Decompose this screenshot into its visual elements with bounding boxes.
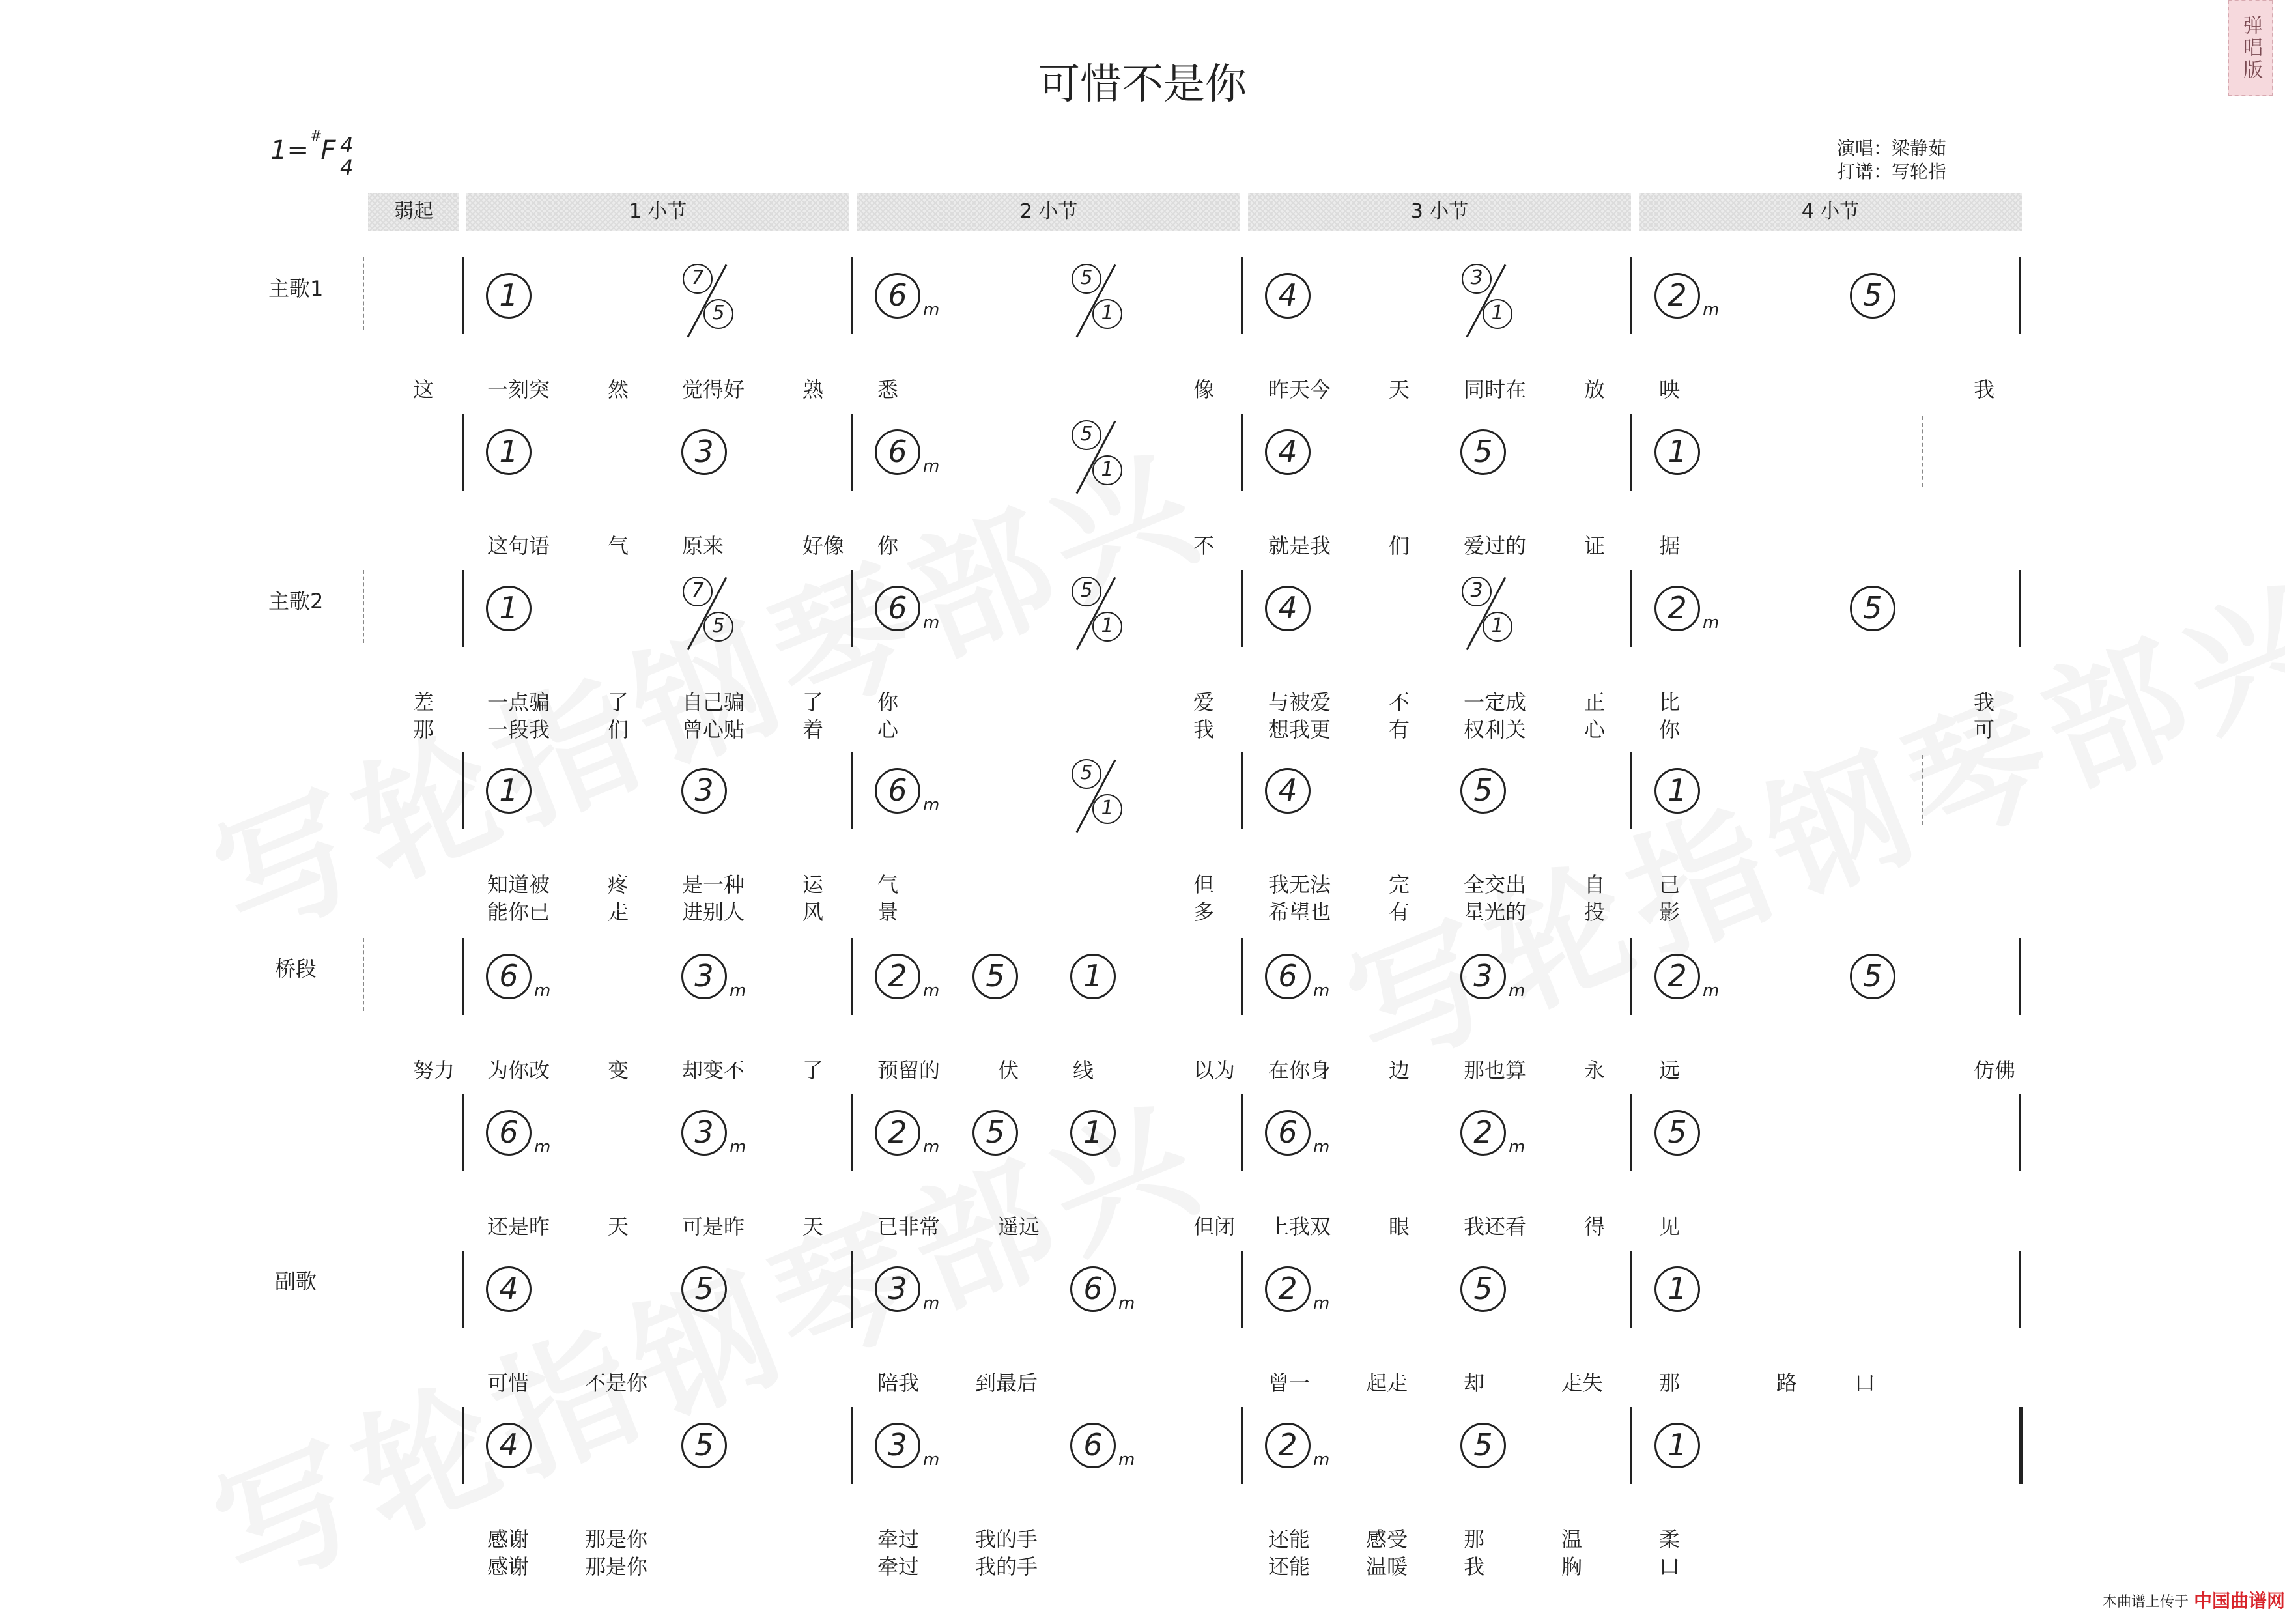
lyric-syllable: 那 (413, 717, 434, 742)
key-note: F (320, 135, 336, 165)
barline (1630, 938, 1632, 1015)
chord-bass: 1 (1483, 612, 1512, 642)
chord-bass: 1 (1092, 612, 1122, 642)
lyric-syllable: 爱 (1193, 690, 1215, 715)
slash-chord (675, 264, 740, 342)
lyric-syllable: 一点骗 (487, 690, 550, 715)
section-label-chorus: 副歌 (275, 1269, 317, 1294)
chord-degree: 2 (875, 1110, 920, 1156)
barline-dashed (1922, 416, 1923, 487)
barline (851, 938, 853, 1015)
lyric-syllable: 以为 (1193, 1058, 1236, 1083)
lyric-syllable: 变 (608, 1058, 629, 1083)
chord-quality: m (923, 1450, 940, 1470)
chord-degree: 1 (486, 429, 532, 475)
barline (851, 1094, 853, 1171)
lyric-syllable: 权利关 (1464, 717, 1527, 742)
lyric-syllable: 了 (608, 690, 629, 715)
chord-degree: 1 (1654, 768, 1700, 814)
chord-quality: m (1118, 1294, 1135, 1313)
chord-degree: 7 (683, 577, 713, 606)
lyric-syllable: 们 (1389, 534, 1410, 558)
chord-degree: 7 (683, 264, 713, 294)
lyric-syllable: 却变不 (682, 1058, 745, 1083)
chord-degree: 5 (1072, 264, 1101, 294)
song-title: 可惜不是你 (1038, 61, 1247, 109)
chord-quality: m (1703, 981, 1720, 1001)
lyric-syllable: 仿佛 (1974, 1058, 2016, 1083)
barline (2019, 1094, 2021, 1171)
measure-header-3: 3 小节 (1248, 193, 1631, 231)
lyric-syllable: 天 (1389, 377, 1410, 402)
chord-degree: 6 (1265, 1110, 1311, 1156)
chord-degree: 6 (1070, 1266, 1116, 1312)
measure-header-1: 1 小节 (466, 193, 849, 231)
lyric-syllable: 柔 (1659, 1527, 1681, 1552)
chord-degree: 6 (875, 429, 920, 475)
chord-degree: 1 (1654, 429, 1700, 475)
pickup-divider (363, 257, 364, 330)
barline (1630, 570, 1632, 647)
lyric-syllable: 好像 (802, 534, 845, 558)
chord-bass: 5 (703, 612, 733, 642)
chord-degree: 2 (1265, 1266, 1311, 1312)
chord-degree: 3 (681, 768, 727, 814)
lyric-syllable: 在你身 (1268, 1058, 1331, 1083)
lyric-syllable: 我的手 (975, 1527, 1038, 1552)
chord-degree: 2 (1654, 954, 1700, 999)
chord-degree: 4 (486, 1423, 532, 1468)
chord-quality: m (1313, 981, 1330, 1001)
lyric-syllable: 路 (1776, 1371, 1798, 1395)
chord-degree: 1 (486, 586, 532, 631)
chord-quality: m (1313, 1137, 1330, 1157)
barline (1241, 1094, 1243, 1171)
chord-degree: 6 (875, 273, 920, 319)
barline (462, 1251, 464, 1328)
chord-quality: m (1509, 1137, 1526, 1157)
chord-quality: m (534, 1137, 551, 1157)
chord-degree: 5 (1850, 273, 1895, 319)
lyric-syllable: 线 (1073, 1058, 1094, 1083)
lyric-syllable: 原来 (682, 534, 724, 558)
chord-quality: m (1703, 300, 1720, 320)
chord-degree: 5 (1460, 1423, 1506, 1468)
chord-degree: 1 (486, 273, 532, 319)
lyric-syllable: 疼 (608, 872, 629, 897)
chord-degree: 6 (486, 1110, 532, 1156)
chord-degree: 3 (681, 954, 727, 999)
chord-degree: 5 (1072, 577, 1101, 606)
chord-quality: m (1313, 1294, 1330, 1313)
lyric-syllable: 天 (608, 1214, 629, 1239)
chord-quality: m (923, 457, 940, 476)
lyric-syllable: 我无法 (1268, 872, 1331, 897)
lyric-syllable: 口 (1659, 1554, 1681, 1579)
lyric-syllable: 可是昨 (682, 1214, 745, 1239)
lyric-syllable: 牵过 (877, 1554, 920, 1579)
chord-degree: 4 (486, 1266, 532, 1312)
lyric-syllable: 放 (1584, 377, 1606, 402)
chord-quality: m (1703, 613, 1720, 633)
lyric-syllable: 那是你 (585, 1527, 648, 1552)
lyric-syllable: 却 (1464, 1371, 1485, 1395)
lyric-syllable: 爱过的 (1464, 534, 1527, 558)
barline (851, 257, 853, 334)
barline (462, 1094, 464, 1171)
lyric-syllable: 遥远 (998, 1214, 1040, 1239)
lyric-syllable: 还能 (1268, 1554, 1311, 1579)
chord-bass: 1 (1092, 794, 1122, 824)
section-label-verse2: 主歌2 (268, 589, 324, 614)
pickup-divider (363, 570, 364, 643)
chord-bass: 1 (1092, 455, 1122, 485)
lyric-syllable: 见 (1659, 1214, 1681, 1239)
chord-degree: 3 (1460, 954, 1506, 999)
slash-chord (1454, 577, 1519, 655)
lyric-syllable: 那是你 (585, 1554, 648, 1579)
barline (1241, 752, 1243, 829)
chord-degree: 5 (1072, 420, 1101, 450)
barline (851, 752, 853, 829)
lyric-syllable: 天 (802, 1214, 824, 1239)
lyric-syllable: 牵过 (877, 1527, 920, 1552)
chord-bass: 1 (1092, 299, 1122, 329)
barline (2019, 257, 2021, 334)
chord-quality: m (923, 795, 940, 815)
lyric-syllable: 就是我 (1268, 534, 1331, 558)
lyric-syllable: 感受 (1366, 1527, 1408, 1552)
measure-header-4: 4 小节 (1639, 193, 2022, 231)
lyric-syllable: 证 (1584, 534, 1606, 558)
barline (2019, 938, 2021, 1015)
lyric-syllable: 预留的 (877, 1058, 941, 1083)
lyric-syllable: 这句语 (487, 534, 550, 558)
lyric-syllable: 熟 (802, 377, 824, 402)
lyric-syllable: 运 (802, 872, 824, 897)
meter-bottom: 4 (340, 155, 354, 180)
lyric-syllable: 那 (1464, 1527, 1485, 1552)
lyric-syllable: 眼 (1389, 1214, 1410, 1239)
lyric-syllable: 希望也 (1268, 900, 1331, 924)
barline (1241, 257, 1243, 334)
measure-header-pickup: 弱起 (368, 193, 459, 231)
chord-bass: 5 (703, 299, 733, 329)
lyric-syllable: 可惜 (487, 1371, 530, 1395)
chord-degree: 4 (1265, 586, 1311, 631)
lyric-syllable: 据 (1659, 534, 1681, 558)
lyric-syllable: 这 (413, 377, 434, 402)
chord-degree: 5 (681, 1423, 727, 1468)
lyric-syllable: 曾心贴 (682, 717, 745, 742)
barline (1630, 1094, 1632, 1171)
chord-degree: 6 (1265, 954, 1311, 999)
lyric-syllable: 上我双 (1268, 1214, 1331, 1239)
footer-note: 本曲谱上传于 (2102, 1594, 2189, 1610)
key-tonic: 1 (270, 135, 287, 165)
meter-top: 4 (340, 133, 354, 158)
slash-chord (1064, 759, 1129, 837)
lyric-syllable: 一段我 (487, 717, 550, 742)
lyric-syllable: 然 (608, 377, 629, 402)
chord-degree: 4 (1265, 273, 1311, 319)
lyric-syllable: 不是你 (585, 1371, 648, 1395)
slash-chord (1454, 264, 1519, 342)
chord-degree: 3 (875, 1266, 920, 1312)
lyric-syllable: 感谢 (487, 1554, 530, 1579)
lyric-syllable: 有 (1389, 717, 1410, 742)
barline (1630, 752, 1632, 829)
lyric-syllable: 感谢 (487, 1527, 530, 1552)
barline (1241, 1407, 1243, 1484)
chord-degree: 6 (875, 768, 920, 814)
chord-degree: 5 (1460, 768, 1506, 814)
chord-degree: 1 (1654, 1266, 1700, 1312)
lyric-syllable: 胸 (1561, 1554, 1583, 1579)
barline (1630, 1407, 1632, 1484)
singer-credit: 演唱：梁静茹 (1837, 137, 1947, 159)
lyric-syllable: 我 (1974, 377, 1995, 402)
arranger-credit: 打谱：写轮指 (1837, 161, 1947, 182)
chord-degree: 4 (1265, 768, 1311, 814)
lyric-syllable: 景 (877, 900, 899, 924)
lyric-syllable: 但闭 (1193, 1214, 1236, 1239)
chord-quality: m (923, 1137, 940, 1157)
chord-degree: 3 (875, 1423, 920, 1468)
lyric-syllable: 走失 (1561, 1371, 1604, 1395)
barline-dashed (1922, 755, 1923, 825)
chord-degree: 6 (1070, 1423, 1116, 1468)
lyric-syllable: 是一种 (682, 872, 745, 897)
barline (2019, 570, 2021, 647)
chord-degree: 5 (972, 954, 1018, 999)
chord-quality: m (923, 613, 940, 633)
lyric-syllable: 你 (877, 690, 899, 715)
chord-degree: 3 (1462, 264, 1492, 294)
lyric-syllable: 觉得好 (682, 377, 745, 402)
lyric-syllable: 气 (608, 534, 629, 558)
lyric-syllable: 影 (1659, 900, 1681, 924)
lyric-syllable: 们 (608, 717, 629, 742)
lyric-syllable: 气 (877, 872, 899, 897)
lyric-syllable: 自 (1584, 872, 1606, 897)
lyric-syllable: 映 (1659, 377, 1681, 402)
chord-degree: 5 (972, 1110, 1018, 1156)
chord-degree: 1 (1070, 954, 1116, 999)
version-badge: 弹唱版 (2228, 0, 2273, 96)
lyric-syllable: 同时在 (1464, 377, 1527, 402)
chord-degree: 3 (1462, 577, 1492, 606)
lyric-syllable: 我的手 (975, 1554, 1038, 1579)
lyric-syllable: 像 (1193, 377, 1215, 402)
lyric-syllable: 我 (1464, 1554, 1485, 1579)
lyric-syllable: 但 (1193, 872, 1215, 897)
chord-quality: m (730, 1137, 746, 1157)
slash-chord (1064, 420, 1129, 498)
chord-quality: m (534, 981, 551, 1001)
chord-degree: 1 (1654, 1423, 1700, 1468)
lyric-syllable: 一刻突 (487, 377, 550, 402)
lyric-syllable: 能你已 (487, 900, 550, 924)
measure-header-2: 2 小节 (857, 193, 1240, 231)
lyric-syllable: 自己骗 (682, 690, 745, 715)
lyric-syllable: 还能 (1268, 1527, 1311, 1552)
key-sharp: # (309, 128, 322, 145)
footer-logo: 中国曲谱网 (2194, 1590, 2285, 1612)
lyric-syllable: 你 (1659, 717, 1681, 742)
lyric-syllable: 知道被 (487, 872, 550, 897)
lyric-syllable: 着 (802, 717, 824, 742)
barline (1241, 570, 1243, 647)
lyric-syllable: 不 (1193, 534, 1215, 558)
section-label-bridge: 桥段 (275, 956, 317, 981)
chord-quality: m (923, 981, 940, 1001)
lyric-syllable: 不 (1389, 690, 1410, 715)
lyric-syllable: 差 (413, 690, 434, 715)
barline (851, 1251, 853, 1328)
lyric-syllable: 全交出 (1464, 872, 1527, 897)
lyric-syllable: 悉 (877, 377, 899, 402)
barline (1241, 414, 1243, 491)
lyric-syllable: 伏 (998, 1058, 1019, 1083)
barline (2019, 1251, 2021, 1328)
lyric-syllable: 我 (1193, 717, 1215, 742)
chord-degree: 2 (1265, 1423, 1311, 1468)
barline (1630, 257, 1632, 334)
lyric-syllable: 投 (1584, 900, 1606, 924)
lyric-syllable: 有 (1389, 900, 1410, 924)
barline (1630, 1251, 1632, 1328)
lyric-syllable: 心 (877, 717, 899, 742)
chord-degree: 5 (1654, 1110, 1700, 1156)
lyric-syllable: 昨天今 (1268, 377, 1331, 402)
lyric-syllable: 陪我 (877, 1371, 920, 1395)
chord-degree: 3 (681, 429, 727, 475)
lyric-syllable: 远 (1659, 1058, 1681, 1083)
barline (851, 570, 853, 647)
lyric-syllable: 了 (802, 1058, 824, 1083)
chord-degree: 5 (681, 1266, 727, 1312)
lyric-syllable: 那也算 (1464, 1058, 1527, 1083)
chord-degree: 2 (1654, 273, 1700, 319)
chord-quality: m (1118, 1450, 1135, 1470)
lyric-syllable: 一定成 (1464, 690, 1527, 715)
chord-degree: 6 (486, 954, 532, 999)
chord-degree: 1 (1070, 1110, 1116, 1156)
lyric-syllable: 口 (1854, 1371, 1876, 1395)
lyric-syllable: 永 (1584, 1058, 1606, 1083)
chord-quality: m (1313, 1450, 1330, 1470)
lyric-syllable: 到最后 (975, 1371, 1038, 1395)
lyric-syllable: 起走 (1366, 1371, 1408, 1395)
barline (1241, 1251, 1243, 1328)
barline (1630, 414, 1632, 491)
barline (462, 1407, 464, 1484)
pickup-divider (363, 938, 364, 1011)
lyric-syllable: 努力 (413, 1058, 455, 1083)
chord-quality: m (923, 300, 940, 320)
time-signature (340, 134, 353, 178)
key-signature (270, 128, 336, 165)
barline (1241, 938, 1243, 1015)
chord-degree: 2 (1654, 586, 1700, 631)
lyric-syllable: 温暖 (1366, 1554, 1408, 1579)
chord-bass: 1 (1483, 299, 1512, 329)
lyric-syllable: 温 (1561, 1527, 1583, 1552)
chord-degree: 4 (1265, 429, 1311, 475)
barline (851, 1407, 853, 1484)
chord-degree: 1 (486, 768, 532, 814)
lyric-syllable: 还是昨 (487, 1214, 550, 1239)
lyric-syllable: 曾一 (1268, 1371, 1311, 1395)
chord-quality: m (1509, 981, 1526, 1001)
barline (462, 257, 464, 334)
lyric-syllable: 完 (1389, 872, 1410, 897)
chord-quality: m (923, 1294, 940, 1313)
barline (462, 414, 464, 491)
section-label-verse1: 主歌1 (268, 276, 324, 301)
chord-degree: 5 (1460, 1266, 1506, 1312)
lyric-syllable: 我 (1974, 690, 1995, 715)
lyric-syllable: 想我更 (1268, 717, 1331, 742)
lyric-syllable: 可 (1974, 717, 1995, 742)
lyric-syllable: 了 (802, 690, 824, 715)
lyric-syllable: 心 (1584, 717, 1606, 742)
chord-degree: 2 (875, 954, 920, 999)
chord-degree: 3 (681, 1110, 727, 1156)
lyric-syllable: 星光的 (1464, 900, 1527, 924)
lyric-syllable: 那 (1659, 1371, 1681, 1395)
lyric-syllable: 多 (1193, 900, 1215, 924)
lyric-syllable: 正 (1584, 690, 1606, 715)
chord-degree: 5 (1460, 429, 1506, 475)
lyric-syllable: 比 (1659, 690, 1681, 715)
lyric-syllable: 你 (877, 534, 899, 558)
chord-degree: 5 (1850, 586, 1895, 631)
chord-degree: 5 (1072, 759, 1101, 789)
chord-degree: 6 (875, 586, 920, 631)
lyric-syllable: 进别人 (682, 900, 745, 924)
lyric-syllable: 边 (1389, 1058, 1410, 1083)
slash-chord (675, 577, 740, 655)
lyric-syllable: 得 (1584, 1214, 1606, 1239)
barline (462, 938, 464, 1015)
barline (462, 752, 464, 829)
lyric-syllable: 已非常 (877, 1214, 941, 1239)
lyric-syllable: 与被爱 (1268, 690, 1331, 715)
chord-degree: 5 (1850, 954, 1895, 999)
lyric-syllable: 己 (1659, 872, 1681, 897)
chord-degree: 2 (1460, 1110, 1506, 1156)
slash-chord (1064, 577, 1129, 655)
chord-quality: m (730, 981, 746, 1001)
barline (851, 414, 853, 491)
lyric-syllable: 为你改 (487, 1058, 550, 1083)
slash-chord (1064, 264, 1129, 342)
lyric-syllable: 走 (608, 900, 629, 924)
key-equals: = (287, 135, 309, 165)
barline (2019, 1407, 2023, 1484)
lyric-syllable: 风 (802, 900, 824, 924)
barline (462, 570, 464, 647)
lyric-syllable: 我还看 (1464, 1214, 1527, 1239)
